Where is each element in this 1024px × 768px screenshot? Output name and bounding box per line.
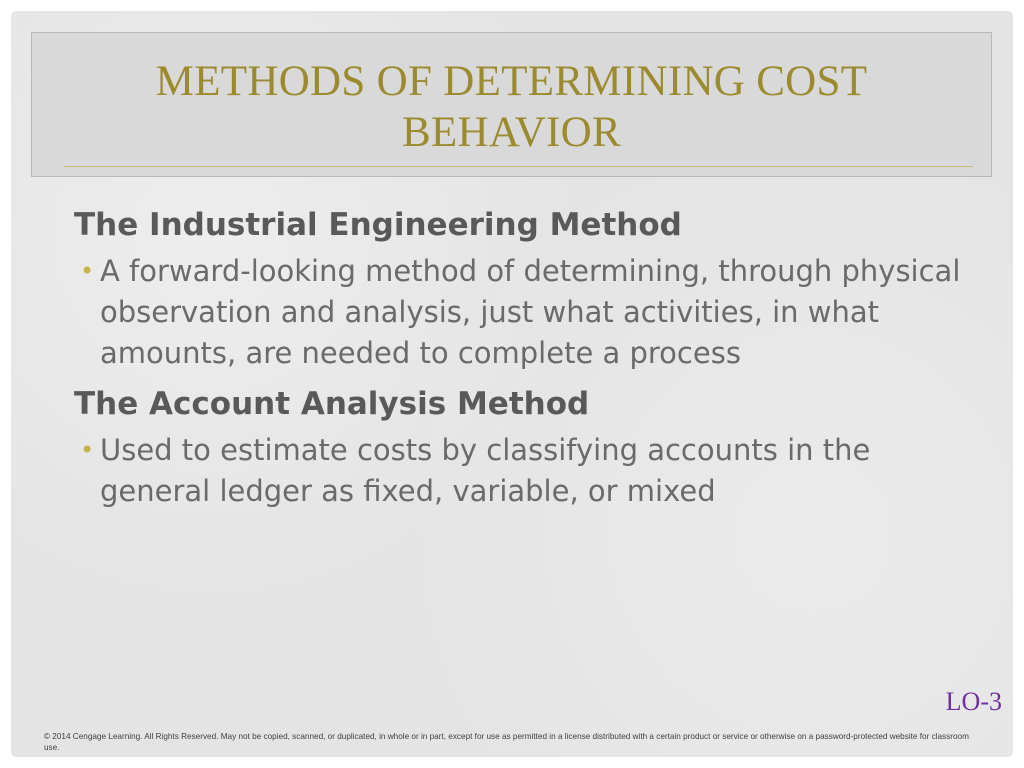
section-heading-account-analysis: The Account Analysis Method [74, 386, 590, 422]
bullet-text: Used to estimate costs by classifying accounts in the general ledger as fixed, variable, or mixed [100, 433, 871, 508]
title-divider [64, 166, 973, 167]
section-heading-industrial-engineering: The Industrial Engineering Method [74, 207, 682, 243]
bullet-icon: • [80, 436, 95, 464]
bullet-item-account-analysis [74, 430, 974, 512]
slide-content [74, 203, 974, 520]
copyright-footer: © 2014 Cengage Learning. All Rights Reserved. May not be copied, scanned, or duplicated, in whole or in part, except for use as permitted in a license distributed with a certain product or service or otherwise on a password-protected website for classroom use. [44, 732, 969, 752]
title-line-2: BEHAVIOR [401, 109, 622, 156]
bullet-icon: • [80, 257, 95, 285]
title-line-1: METHODS OF DETERMINING COST [155, 58, 868, 105]
bullet-text: A forward-looking method of determining, through physical observation and analysis, just what activities, in what amounts, are needed to complete a process [100, 254, 961, 370]
slide-title [32, 56, 991, 158]
title-box [31, 32, 992, 177]
slide [11, 11, 1013, 757]
learning-objective-tag: LO-3 [945, 687, 1002, 716]
bullet-item-industrial-engineering [74, 251, 974, 374]
